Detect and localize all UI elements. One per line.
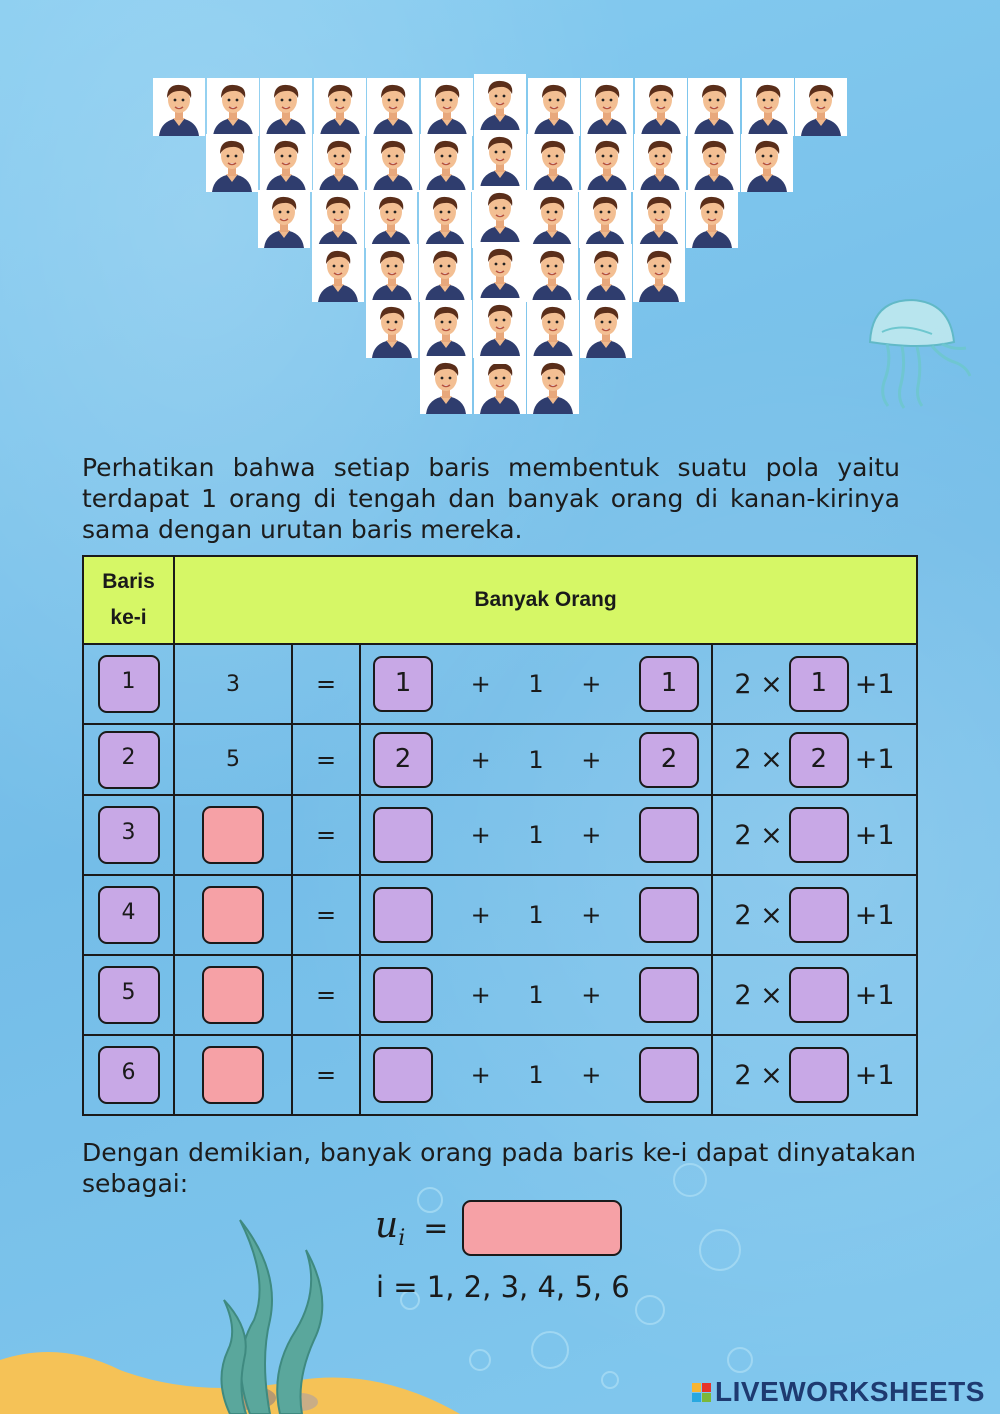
equals-cell	[292, 1035, 360, 1115]
times-two: 2 ×	[734, 1059, 783, 1091]
sum-cell	[360, 644, 712, 724]
one-value: 1	[528, 901, 544, 929]
times-two: 2 ×	[734, 899, 783, 931]
right-input[interactable]	[639, 967, 699, 1023]
row-index-box: 5	[98, 966, 160, 1024]
total-cell	[174, 644, 292, 724]
person-card	[579, 190, 631, 248]
person-card	[260, 78, 312, 136]
equals-cell	[292, 955, 360, 1035]
plus-sign: +	[581, 670, 602, 698]
person-card	[526, 244, 578, 302]
row-index-box: 1	[98, 655, 160, 713]
row-index-box: 3	[98, 806, 160, 864]
total-input[interactable]	[202, 1046, 264, 1104]
equals-cell	[292, 875, 360, 955]
formula-cell	[712, 1035, 917, 1115]
plus-sign: +	[470, 821, 491, 849]
formula-variable: $u_i$	[375, 1204, 406, 1252]
person-card	[367, 78, 419, 136]
equals-cell	[292, 724, 360, 795]
plus-sign: +	[581, 901, 602, 929]
person-card	[527, 300, 579, 358]
left-box: 2	[373, 732, 433, 788]
person-card	[527, 134, 579, 192]
plus-sign: +	[470, 670, 491, 698]
person-card	[312, 190, 364, 248]
person-card	[365, 190, 417, 248]
plus-one: +1	[854, 1059, 895, 1091]
equals-sign: =	[315, 901, 337, 929]
formula-answer-input[interactable]	[462, 1200, 622, 1256]
person-card	[420, 300, 472, 358]
total-value: 3	[226, 671, 240, 697]
person-card	[580, 244, 632, 302]
person-card	[580, 300, 632, 358]
formula-cell	[712, 724, 917, 795]
mult-box: 2	[789, 732, 849, 788]
row-index-cell	[83, 1035, 174, 1115]
person-card	[634, 134, 686, 192]
formula-cell	[712, 875, 917, 955]
sum-cell	[360, 795, 712, 875]
table-row	[83, 955, 917, 1035]
total-cell	[174, 795, 292, 875]
person-card	[633, 190, 685, 248]
times-two: 2 ×	[734, 819, 783, 851]
center-person-card	[474, 298, 526, 364]
plus-sign: +	[470, 745, 491, 774]
plus-one: +1	[854, 744, 895, 775]
right-box: 1	[639, 656, 699, 712]
sum-cell	[360, 724, 712, 795]
header-banyak-orang: Banyak Orang	[174, 556, 917, 644]
left-box: 1	[373, 656, 433, 712]
person-card	[260, 134, 312, 192]
plus-sign: +	[581, 821, 602, 849]
person-card	[686, 190, 738, 248]
person-card	[742, 78, 794, 136]
person-card	[366, 300, 418, 358]
person-card	[633, 244, 685, 302]
one-value: 1	[528, 821, 544, 849]
formula-cell	[712, 795, 917, 875]
plus-one: +1	[854, 819, 895, 851]
liveworksheets-logo: LIVEWORKSHEETS	[692, 1376, 985, 1408]
total-cell	[174, 1035, 292, 1115]
person-card	[688, 134, 740, 192]
equals-sign: =	[315, 745, 337, 774]
row-index-box: 4	[98, 886, 160, 944]
mult-input[interactable]	[789, 807, 849, 863]
person-card	[419, 244, 471, 302]
times-two: 2 ×	[734, 744, 783, 775]
plus-sign: +	[581, 1061, 602, 1089]
right-input[interactable]	[639, 887, 699, 943]
equals-cell	[292, 644, 360, 724]
sum-cell	[360, 1035, 712, 1115]
person-card	[420, 356, 472, 414]
person-card	[527, 356, 579, 414]
plus-sign: +	[581, 981, 602, 1009]
row-index-cell	[83, 955, 174, 1035]
equals-cell	[292, 795, 360, 875]
person-card	[528, 78, 580, 136]
seaweed-decoration	[210, 1210, 360, 1414]
right-box: 2	[639, 732, 699, 788]
equals-sign: =	[315, 670, 337, 698]
person-card	[474, 356, 526, 414]
equals-sign: =	[315, 1061, 337, 1089]
one-value: 1	[528, 670, 544, 698]
table-row	[83, 1035, 917, 1115]
plus-one: +1	[854, 899, 895, 931]
row-index-cell	[83, 795, 174, 875]
person-card	[741, 134, 793, 192]
times-two: 2 ×	[734, 668, 783, 700]
index-range: i = 1, 2, 3, 4, 5, 6	[376, 1270, 630, 1304]
plus-one: +1	[854, 668, 895, 700]
formula	[375, 1200, 622, 1256]
total-cell	[174, 724, 292, 795]
left-input[interactable]	[373, 967, 433, 1023]
formula-equals: =	[423, 1210, 449, 1246]
person-card	[635, 78, 687, 136]
table-row	[83, 795, 917, 875]
row-index-cell	[83, 644, 174, 724]
person-card	[419, 190, 471, 248]
plus-sign: +	[581, 745, 602, 774]
person-card	[366, 244, 418, 302]
person-card	[153, 78, 205, 136]
person-card	[581, 78, 633, 136]
jellyfish-icon	[862, 292, 974, 410]
person-card	[688, 78, 740, 136]
total-input[interactable]	[202, 966, 264, 1024]
times-two: 2 ×	[734, 979, 783, 1011]
person-card	[581, 134, 633, 192]
one-value: 1	[528, 981, 544, 1009]
person-card	[314, 78, 366, 136]
plus-sign: +	[470, 901, 491, 929]
header-row-index: Baris ke-i	[83, 556, 174, 644]
sum-cell	[360, 875, 712, 955]
mult-input[interactable]	[789, 1047, 849, 1103]
total-value: 5	[226, 747, 240, 772]
one-value: 1	[528, 1061, 544, 1089]
person-card	[421, 78, 473, 136]
table-row	[83, 644, 917, 724]
plus-one: +1	[854, 979, 895, 1011]
table-row	[83, 724, 917, 795]
mult-box: 1	[789, 656, 849, 712]
person-card	[795, 78, 847, 136]
table-row	[83, 875, 917, 955]
left-input[interactable]	[373, 1047, 433, 1103]
total-input[interactable]	[202, 886, 264, 944]
total-input[interactable]	[202, 806, 264, 864]
person-card	[420, 134, 472, 192]
right-input[interactable]	[639, 807, 699, 863]
left-input[interactable]	[373, 807, 433, 863]
person-card	[367, 134, 419, 192]
person-card	[312, 244, 364, 302]
row-index-cell	[83, 724, 174, 795]
mult-input[interactable]	[789, 887, 849, 943]
mult-input[interactable]	[789, 967, 849, 1023]
right-input[interactable]	[639, 1047, 699, 1103]
logo-mark-icon	[692, 1383, 711, 1402]
total-cell	[174, 955, 292, 1035]
row-index-box: 6	[98, 1046, 160, 1104]
total-cell	[174, 875, 292, 955]
person-card	[206, 134, 258, 192]
plus-sign: +	[470, 981, 491, 1009]
sum-cell	[360, 955, 712, 1035]
formula-cell	[712, 644, 917, 724]
row-index-cell	[83, 875, 174, 955]
intro-paragraph: Perhatikan bahwa setiap baris membentuk suatu pola yaitu terdapat 1 orang di tengah dan banyak orang di kanan-kirinya sama dengan urutan baris mereka.	[82, 453, 900, 544]
pattern-table	[82, 555, 918, 1116]
person-card	[526, 190, 578, 248]
plus-sign: +	[470, 1061, 491, 1089]
formula-cell	[712, 955, 917, 1035]
left-input[interactable]	[373, 887, 433, 943]
person-card	[207, 78, 259, 136]
row-index-box: 2	[98, 731, 160, 789]
people-pyramid	[0, 0, 1000, 450]
person-card	[313, 134, 365, 192]
one-value: 1	[528, 745, 544, 774]
conclusion-paragraph: Dengan demikian, banyak orang pada baris ke-i dapat dinyatakan sebagai:	[82, 1138, 916, 1198]
equals-sign: =	[315, 821, 337, 849]
person-card	[258, 190, 310, 248]
equals-sign: =	[315, 981, 337, 1009]
